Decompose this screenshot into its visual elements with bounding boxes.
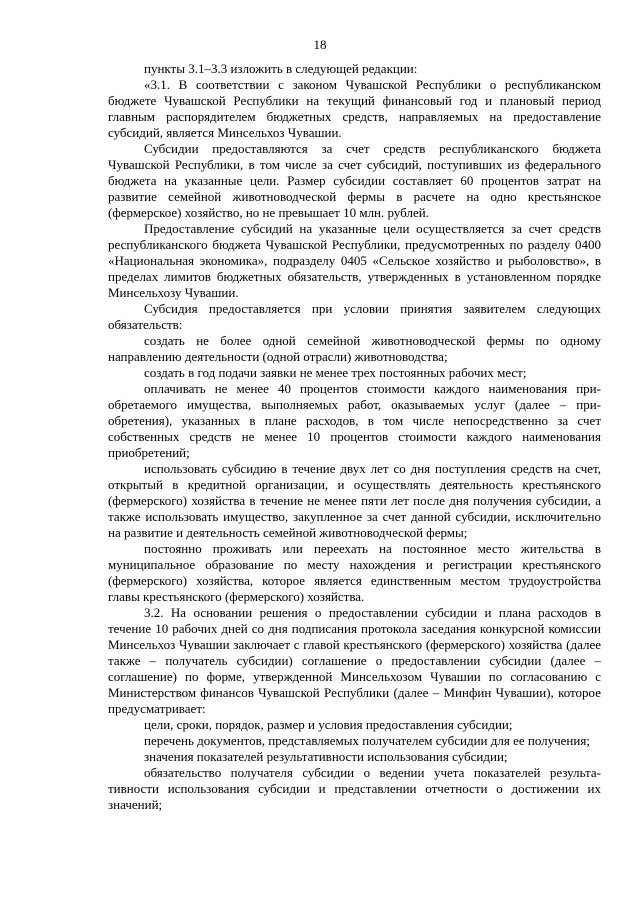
- page-number: 18: [313, 37, 327, 52]
- list-item-usage: использовать субсидию в течение двух лет со дня поступления средств на счет, открытый в кредитной организации, и осуществлять деятельность крестьянского (фермерского) хозяйства в течение не менее пяти лет после дня получения субсидии, а также использовать имущество, закупленное за счет данной субсидии, исключительно на развитие и деятельность семейной животноводческой фермы;: [108, 461, 601, 540]
- list-item-indicators: значения показателей результативности использования субсидии;: [144, 749, 508, 764]
- list-item-documents: перечень документов, представляемых получателем субсидии для ее получения;: [144, 733, 590, 748]
- list-item-payment: оплачивать не менее 40 процентов стоимости каждого наименования приобретаемого имущества, выполняемых работ, оказываемых услуг (далее – приобретения), указанных в плане расходов, в том числе непосредственно за счет собственных средств не менее 10 процентов стоимости каждого наименования приобретений;: [108, 381, 601, 460]
- list-item-reporting: обязательство получателя субсидии о ведении учета показателей результативности использования субсидии и представлении отчетности о достижении их значений;: [108, 765, 601, 812]
- paragraph-budget-sections: Предоставление субсидий на указанные цели осуществляется за счет средств республиканского бюджета Чувашской Республики, предусмотренных по разделу 0400 «Национальная экономика», подразделу 0405 «Сельское хозяйство и рыболовство», в пределах лимитов бюджетных обязательств, утвержденных в установленном порядке Минсельхозу Чувашии.: [108, 221, 601, 300]
- paragraph-3-2: 3.2. На основании решения о предоставлении субсидии и плана расходов в течение 10 рабочих дней со дня подписания протокола заседания конкурсной комиссии Минсельхоз Чувашии заключает с главой крестьянского (фермерского) хозяйства (далее также – получатель субсидии) соглашение о предоставлении субсидии (далее – соглашение) по форме, утвержденной Минсельхозом Чувашии по согласованию с Министерством финансов Чувашской Республики (далее – Минфин Чувашии), которое предусматривает:: [108, 605, 601, 716]
- list-item-jobs: создать в год подачи заявки не менее трех постоянных рабочих мест;: [144, 365, 527, 380]
- document-body: [108, 61, 601, 813]
- paragraph-subsidy-sources: Субсидии предоставляются за счет средств республиканского бюджета Чувашской Республики, в том числе за счет субсидий, поступивших из федерального бюджета на указанные цели. Размер субсидии составляет 60 процентов затрат на развитие семейной животноводческой фермы в расчете на одно крестьянское (фермерское) хозяйство, но не превышает 10 млн. рублей.: [108, 141, 601, 220]
- list-item-goals: цели, сроки, порядок, размер и условия предоставления субсидии;: [144, 717, 513, 732]
- paragraph-obligations-intro: Субсидия предоставляется при условии принятия заявителем следующих обязательств:: [108, 301, 601, 332]
- list-item-one-farm: создать не более одной семейной животноводческой фермы по одному направлению деятельности (одной отрасли) животноводства;: [108, 333, 601, 364]
- paragraph-intro: пункты 3.1–3.3 изложить в следующей редакции:: [144, 61, 418, 76]
- paragraph-3-1: «3.1. В соответствии с законом Чувашской Республики о республиканском бюджете Чувашской Республики на текущий финансовый год и плановый период главным распорядителем бюджетных средств, направляемых на предоставление субсидий, является Минсельхоз Чувашии.: [108, 77, 601, 140]
- list-item-residence: постоянно проживать или переехать на постоянное место жительства в муниципальное образование по месту нахождения и регистрации крестьянского (фермерского) хозяйства, которое является единственным местом трудоустройства главы крестьянского (фермерского) хозяйства.: [108, 541, 601, 604]
